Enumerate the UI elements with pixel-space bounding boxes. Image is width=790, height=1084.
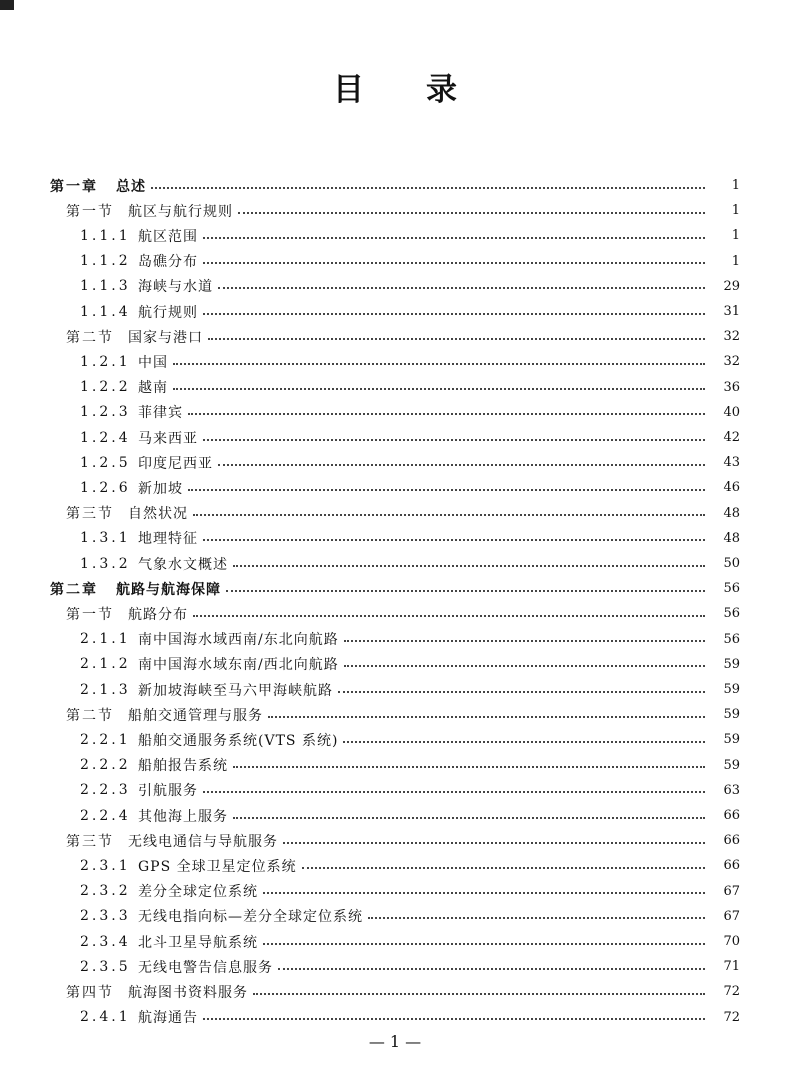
toc-entry-number: 2.3.3	[80, 908, 131, 925]
toc-entry-title: 地理特征	[138, 531, 198, 548]
toc-entry[interactable]	[0, 627, 790, 652]
toc-entry-title: 马来西亚	[138, 430, 198, 447]
toc-leader-dots	[302, 867, 705, 869]
toc-entry-title: 航行规则	[138, 304, 198, 321]
toc-leader-dots	[173, 388, 705, 390]
toc-entry-number: 1.1.3	[80, 278, 131, 295]
toc-entry-page: 36	[723, 379, 740, 395]
toc-entry-number: 1.2.5	[80, 454, 131, 471]
toc-entry[interactable]	[0, 904, 790, 929]
toc-leader-dots	[203, 237, 705, 239]
toc-entry-page: 40	[723, 404, 740, 420]
toc-entry[interactable]	[0, 727, 790, 752]
toc-entry-label	[0, 1007, 198, 1027]
toc-entry-page: 70	[723, 934, 740, 949]
toc-entry-title: 其他海上服务	[138, 808, 228, 825]
toc-entry[interactable]	[0, 475, 790, 500]
toc-leader-dots	[338, 691, 705, 693]
toc-entry-page: 59	[723, 732, 740, 748]
toc-entry-label	[0, 453, 213, 473]
toc-entry-title: 航路与航海保障	[116, 581, 221, 598]
toc-leader-dots	[203, 262, 705, 264]
toc-entry-page: 1	[731, 228, 740, 244]
toc-entry-label	[0, 402, 183, 422]
toc-entry-title: 船舶报告系统	[138, 758, 228, 775]
toc-entry-label	[0, 654, 339, 674]
toc-entry[interactable]	[0, 979, 790, 1004]
toc-entry-page: 32	[723, 329, 740, 345]
toc-leader-dots	[188, 489, 705, 491]
toc-entry-title: 航区与航行规则	[128, 203, 233, 220]
toc-entry-number: 1.1.2	[80, 253, 131, 270]
toc-leader-dots	[263, 943, 705, 945]
toc-entry-page: 29	[723, 278, 740, 294]
toc-entry-label	[0, 604, 188, 624]
toc-entry-title: 船舶交通管理与服务	[128, 707, 263, 724]
toc-entry[interactable]	[0, 223, 790, 248]
toc-entry-number: 1.2.3	[80, 404, 131, 421]
toc-entry-number: 2.1.1	[80, 631, 131, 648]
toc-entry-label	[0, 226, 198, 246]
toc-entry-number: 第三节	[66, 833, 114, 850]
toc-entry[interactable]	[0, 753, 790, 778]
toc-entry[interactable]	[0, 601, 790, 626]
toc-entry-page: 67	[723, 908, 740, 924]
toc-entry-title: 中国	[138, 354, 168, 371]
toc-entry-label	[0, 302, 198, 322]
toc-entry-number: 1.2.1	[80, 353, 131, 370]
toc-entry-page: 59	[723, 682, 740, 697]
page-title-char-1: 目	[333, 72, 364, 108]
toc-leader-dots	[226, 590, 705, 592]
toc-entry-label	[0, 478, 183, 498]
toc-entry-title: 海峡与水道	[138, 279, 213, 296]
toc-entry-label	[0, 881, 258, 901]
toc-entry-title: 气象水文概述	[138, 556, 228, 573]
toc-entry-number: 2.1.3	[80, 681, 131, 698]
toc-leader-dots	[268, 716, 705, 718]
toc-leader-dots	[233, 817, 705, 819]
toc-entry-page: 59	[723, 757, 740, 773]
toc-entry-page: 59	[723, 707, 740, 723]
toc-entry-title: 航海图书资料服务	[128, 984, 248, 1001]
toc-entry-number: 第二节	[66, 707, 114, 724]
toc-entry-page: 66	[723, 858, 740, 874]
toc-entry-number: 1.1.1	[80, 227, 131, 244]
toc-entry-page: 66	[723, 833, 740, 849]
toc-leader-dots	[193, 514, 705, 516]
toc-entry-label	[0, 528, 198, 548]
toc-entry-label	[0, 629, 339, 649]
toc-entry-label	[0, 755, 228, 775]
toc-entry[interactable]	[0, 173, 790, 198]
toc-entry[interactable]	[0, 828, 790, 853]
toc-leader-dots	[233, 766, 705, 768]
toc-entry-title: 北斗卫星导航系统	[138, 934, 258, 951]
toc-leader-dots	[283, 842, 705, 844]
toc-entry-title: 南中国海水域西南/东北向航路	[138, 632, 339, 649]
toc-entry-title: 岛礁分布	[138, 254, 198, 271]
toc-entry-page: 59	[723, 656, 740, 672]
toc-entry-number: 第三节	[66, 506, 114, 523]
toc-entry-page: 46	[723, 480, 740, 496]
page-title-char-2: 录	[426, 72, 457, 108]
toc-entry[interactable]	[0, 249, 790, 274]
toc-entry-label	[0, 251, 198, 271]
toc-leader-dots	[173, 363, 705, 365]
toc-leader-dots	[253, 993, 705, 995]
toc-entry-number: 2.1.2	[80, 656, 131, 673]
toc-entry[interactable]	[0, 501, 790, 526]
toc-entry-title: 印度尼西亚	[138, 455, 213, 472]
toc-entry[interactable]	[0, 299, 790, 324]
toc-leader-dots	[368, 917, 705, 919]
toc-entry-title: 菲律宾	[138, 405, 183, 422]
toc-entry-page: 71	[723, 959, 740, 975]
toc-entry-label	[0, 276, 213, 296]
toc-entry[interactable]	[0, 778, 790, 803]
toc-entry[interactable]	[0, 853, 790, 878]
toc-entry-number: 2.3.4	[80, 933, 131, 950]
toc-entry[interactable]	[0, 274, 790, 299]
toc-leader-dots	[203, 1018, 705, 1020]
page-number-footer: — 1 —	[368, 1032, 422, 1051]
toc-entry-title: 自然状况	[128, 506, 188, 523]
toc-entry-number: 1.3.1	[80, 530, 131, 547]
toc-entry[interactable]	[0, 324, 790, 349]
toc-entry-page: 1	[731, 203, 740, 219]
toc-entry-page: 56	[723, 606, 740, 622]
toc-entry-number: 2.4.1	[80, 1009, 131, 1026]
toc-entry-label	[0, 906, 363, 926]
toc-entry-label	[0, 554, 228, 574]
toc-entry[interactable]	[0, 702, 790, 727]
toc-entry-number: 1.3.2	[80, 555, 131, 572]
toc-leader-dots	[203, 439, 705, 441]
toc-entry-title: 引航服务	[138, 783, 198, 800]
toc-leader-dots	[263, 892, 705, 894]
toc-entry[interactable]	[0, 349, 790, 374]
toc-entry-page: 56	[723, 581, 740, 597]
toc-entry-label	[0, 327, 203, 347]
toc-leader-dots	[188, 413, 705, 415]
toc-entry-label	[0, 806, 228, 826]
toc-entry-title: 航海通告	[138, 1010, 198, 1027]
toc-leader-dots	[208, 338, 705, 340]
toc-leader-dots	[238, 212, 705, 214]
toc-entry[interactable]	[0, 576, 790, 601]
toc-entry-label	[0, 705, 263, 725]
toc-entry[interactable]	[0, 450, 790, 475]
toc-leader-dots	[203, 539, 705, 541]
toc-entry-number: 第二章	[50, 581, 98, 598]
toc-entry-title: 航路分布	[128, 606, 188, 623]
toc-entry-page: 50	[723, 556, 740, 571]
toc-entry-label	[0, 377, 168, 397]
toc-leader-dots	[193, 615, 705, 617]
toc-entry[interactable]	[0, 198, 790, 223]
toc-entry[interactable]	[0, 954, 790, 979]
toc-entry-title: 新加坡海峡至马六甲海峡航路	[138, 682, 333, 699]
toc-entry[interactable]	[0, 375, 790, 400]
toc-entry[interactable]	[0, 551, 790, 576]
toc-entry-title: 差分全球定位系统	[138, 884, 258, 901]
toc-entry-title: 越南	[138, 380, 168, 397]
toc-entry-label	[0, 856, 297, 876]
toc-entry-title: 国家与港口	[128, 329, 203, 346]
toc-entry-title: 船舶交通服务系统(VTS 系统)	[138, 732, 339, 749]
toc-entry-title: 无线电指向标—差分全球定位系统	[138, 909, 363, 926]
toc-entry-number: 2.2.2	[80, 757, 131, 774]
toc-entry-number: 2.2.1	[80, 731, 131, 748]
toc-entry-number: 2.3.1	[80, 857, 131, 874]
toc-entry-label	[0, 957, 273, 977]
toc-entry-number: 2.2.4	[80, 807, 131, 824]
toc-entry-title: 无线电通信与导航服务	[128, 833, 278, 850]
toc-entry-label	[0, 730, 338, 750]
toc-entry-page: 48	[723, 530, 740, 546]
toc-entry[interactable]	[0, 652, 790, 677]
toc-entry-page: 63	[723, 782, 740, 798]
toc-entry-title: 新加坡	[138, 480, 183, 497]
toc-entry-number: 1.1.4	[80, 303, 131, 320]
toc-entry-page: 32	[723, 354, 740, 370]
toc-entry-number: 第一章	[50, 178, 98, 195]
toc-entry-number: 1.2.2	[80, 379, 131, 396]
toc-entry-number: 第一节	[66, 606, 114, 623]
toc-entry-number: 2.3.2	[80, 883, 131, 900]
toc-entry-page: 31	[723, 304, 740, 319]
toc-entry-number: 第一节	[66, 203, 114, 220]
toc-entry-label	[0, 201, 233, 221]
toc-leader-dots	[218, 287, 705, 289]
toc-entry[interactable]	[0, 677, 790, 702]
toc-entry-page: 66	[723, 808, 740, 823]
toc-leader-dots	[233, 565, 705, 567]
toc-entry[interactable]	[0, 400, 790, 425]
toc-entry[interactable]	[0, 929, 790, 954]
toc-leader-dots	[278, 968, 705, 970]
toc-entry-page: 42	[723, 430, 740, 445]
toc-entry-number: 第四节	[66, 984, 114, 1001]
toc-entry-number: 1.2.6	[80, 479, 131, 496]
toc-entry-page: 67	[723, 883, 740, 899]
toc-entry-label	[0, 579, 221, 599]
toc-entry-page: 1	[731, 253, 740, 269]
toc-leader-dots	[344, 665, 705, 667]
toc-entry-page: 56	[723, 631, 740, 647]
toc-entry-number: 2.3.5	[80, 958, 131, 975]
toc-entry-page: 1	[731, 178, 740, 193]
toc-leader-dots	[344, 640, 705, 642]
toc-entry-label	[0, 503, 188, 523]
toc-entry-label	[0, 932, 258, 952]
toc-entry[interactable]	[0, 803, 790, 828]
toc-entry[interactable]	[0, 1005, 790, 1030]
toc-entry[interactable]	[0, 425, 790, 450]
toc-entry-title: 南中国海水域东南/西北向航路	[138, 657, 339, 674]
toc-entry-label	[0, 831, 278, 851]
toc-entry-label	[0, 176, 146, 196]
toc-entry-page: 72	[723, 1009, 740, 1025]
page-title	[0, 64, 790, 109]
toc-entry-title: GPS 全球卫星定位系统	[138, 858, 297, 875]
toc-entry-number: 第二节	[66, 329, 114, 346]
toc-entry[interactable]	[0, 526, 790, 551]
toc-entry-number: 1.2.4	[80, 429, 131, 446]
toc-entry-label	[0, 780, 198, 800]
toc-entry-page: 72	[723, 984, 740, 1000]
toc-entry-title: 总述	[116, 178, 146, 195]
toc-entry-label	[0, 680, 333, 700]
toc-entry-page: 43	[723, 455, 740, 471]
toc-entry-title: 航区范围	[138, 228, 198, 245]
toc-entry-title: 无线电警告信息服务	[138, 959, 273, 976]
toc-entry-page: 48	[723, 505, 740, 521]
scan-corner-mark	[0, 0, 14, 10]
toc-leader-dots	[343, 741, 705, 743]
toc-leader-dots	[203, 791, 705, 793]
toc-entry[interactable]	[0, 879, 790, 904]
toc-leader-dots	[218, 464, 705, 466]
toc-entry-label	[0, 352, 168, 372]
toc-leader-dots	[151, 187, 705, 189]
toc-entry-number: 2.2.3	[80, 782, 131, 799]
toc-entry-label	[0, 428, 198, 448]
toc-entry-label	[0, 982, 248, 1002]
toc-leader-dots	[203, 313, 705, 315]
